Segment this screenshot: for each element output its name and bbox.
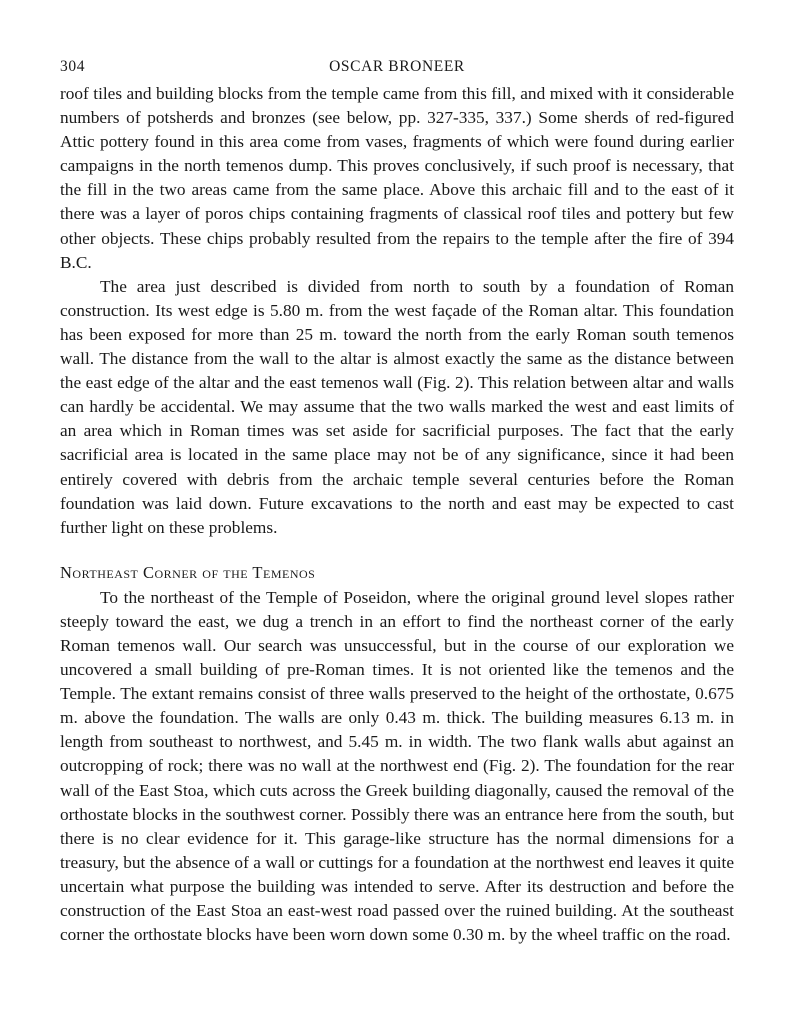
paragraph-northeast-corner: To the northeast of the Temple of Poseidon, where the original ground level slopes rather steeply toward the east, we dug a trench in an effort to find the northeast corner of the early Roman temenos wall. Our search was unsuccessful, but in the course of our exploration we uncovered a small building of pre-Roman times. It is not oriented like the temenos and the Temple. The extant remains consist of three walls preserved to the height of the orthostate, 0.675 m. above the foundation. The walls are only 0.43 m. thick. The building measures 6.13 m. in length from southeast to northwest, and 5.45 m. in width. The two flank walls abut against an outcropping of rock; there was no wall at the northwest end (Fig. 2). The foundation for the rear wall of the East Stoa, which cuts across the Greek building diagonally, caused the removal of the orthostate blocks in the southwest corner. Possibly there was an entrance here from the south, but there is no clear evidence for it. This garage-like structure has the normal dimensions for a treasury, but the absence of a wall or cuttings for a foundation at the northwest end leaves it quite uncertain what purpose the building was intended to serve. After its destruction and before the construction of the East Stoa an east-west road passed over the ruined building. At the southeast corner the orthostate blocks have been worn down some 0.30 m. by the wheel traffic on the road. bbox=[60, 587, 734, 945]
paragraph-roman-foundation: The area just described is divided from north to south by a foundation of Roman construction. Its west edge is 5.80 m. from the west façade of the Roman altar. This foundation has been exposed for more than 25 m. toward the north from the early Roman south temenos wall. The distance from the wall to the altar is almost exactly the same as the distance between the east edge of the altar and the east temenos wall (Fig. 2). This relation between altar and walls can hardly be accidental. We may assume that the two walls marked the west and east limits of an area which in Roman times was set aside for sacrificial purposes. The fact that the early sacrificial area is located in the same place may not be of any significance, since it had been entirely covered with debris from the archaic temple several centuries before the Roman foundation was laid down. Future excavations to the north and east may be expected to cast further light on these problems. bbox=[60, 276, 734, 537]
page-number: 304 bbox=[60, 58, 86, 75]
running-head-author: OSCAR BRONEER bbox=[329, 58, 465, 75]
paragraph-continued: roof tiles and building blocks from the temple came from this fill, and mixed with it considerable numbers of potsherds and bronzes (see below, pp. 327-335, 337.) Some sherds of red-figured Attic pottery found in this area come from vases, fragments of which were found during earlier campaigns in the north temenos dump. This proves conclusively, if such proof is necessary, that the fill in the two areas came from the same place. Above this archaic fill and to the east of it there was a layer of poros chips containing fragments of classical roof tiles and pottery but few other objects. These chips probably resulted from the repairs to the temple after the fire of 394 B.C. bbox=[60, 84, 734, 272]
section-heading: Northeast Corner of the Temenos bbox=[60, 562, 316, 582]
page bbox=[60, 54, 734, 947]
running-head bbox=[60, 54, 734, 78]
